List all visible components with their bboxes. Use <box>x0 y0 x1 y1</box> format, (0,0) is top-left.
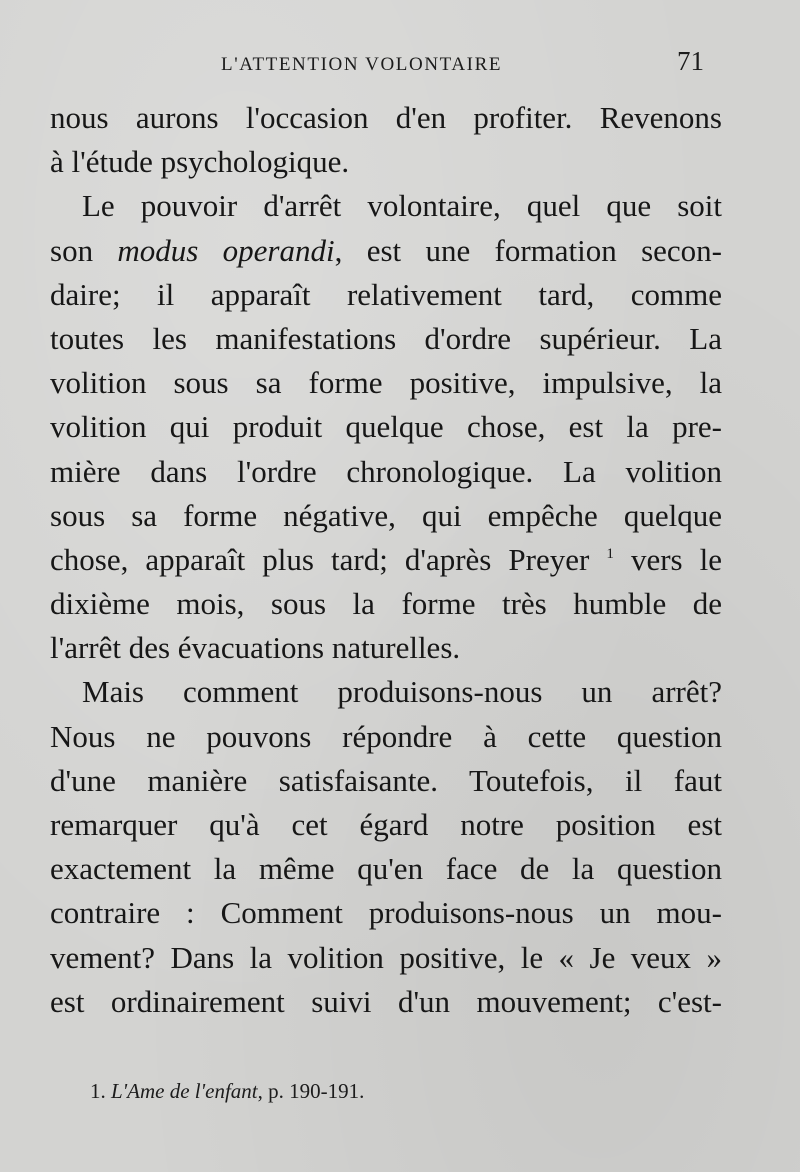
text-line: Le pouvoir d'arrêt volontaire, quel que soit <box>82 188 722 224</box>
body-text <box>50 96 722 1024</box>
text-line: volition sous sa forme positive, impulsive, la <box>50 365 722 401</box>
text-line: Nous ne pouvons répondre à cette question <box>50 718 722 754</box>
text-line-with-footnote-ref <box>50 538 722 582</box>
text-line: l'arrêt des évacuations naturelles. <box>50 630 461 666</box>
paragraph-2 <box>50 184 722 670</box>
text-line: volition qui produit quelque chose, est la pre- <box>50 409 722 445</box>
text-line: nous aurons l'occasion d'en profiter. Revenons <box>50 100 722 135</box>
text-fragment: vers le <box>630 541 723 577</box>
text-line: mière dans l'ordre chronologique. La volition <box>50 453 722 489</box>
text-line: daire; il apparaît relativement tard, comme <box>50 276 722 312</box>
text-line: toutes les manifestations d'ordre supérieur. La <box>50 320 722 356</box>
text-line: à l'étude psychologique. <box>50 144 350 180</box>
text-line: vement? Dans la volition positive, le « Je veux » <box>50 939 722 975</box>
text-line: est ordinairement suivi d'un mouvement; c'est- <box>50 983 722 1019</box>
text-line: contraire : Comment produisons-nous un mou- <box>50 895 722 931</box>
paragraph-1 <box>50 96 722 184</box>
footnote-number: 1. <box>90 1079 106 1103</box>
text-line: exactement la même qu'en face de la question <box>50 851 722 887</box>
footnote-page-reference: , p. 190-191. <box>257 1079 365 1103</box>
text-line: remarquer qu'à cet égard notre position est <box>50 807 722 843</box>
footnote-title: L'Ame de l'enfant <box>111 1079 258 1103</box>
running-title: L'ATTENTION VOLONTAIRE <box>221 54 503 75</box>
text-line: d'une manière satisfaisante. Toutefois, il faut <box>50 762 722 798</box>
text-fragment: chose, apparaît plus tard; d'après Preyer <box>50 541 590 577</box>
paragraph-3 <box>50 670 722 1024</box>
italic-phrase: modus operandi <box>117 232 335 268</box>
footnote <box>90 1079 364 1104</box>
footnote-reference[interactable]: 1 <box>606 545 614 562</box>
text-line: dixième mois, sous la forme très humble de <box>50 586 722 622</box>
running-header <box>0 46 800 82</box>
page-number: 71 <box>677 46 704 76</box>
text-line: sous sa forme négative, qui empêche quelque <box>50 497 722 533</box>
text-line-with-italic <box>50 229 722 273</box>
text-line: Mais comment produisons-nous un arrêt? <box>82 674 722 710</box>
text-fragment: son <box>50 232 94 268</box>
text-fragment: , est une formation secon- <box>334 232 723 268</box>
